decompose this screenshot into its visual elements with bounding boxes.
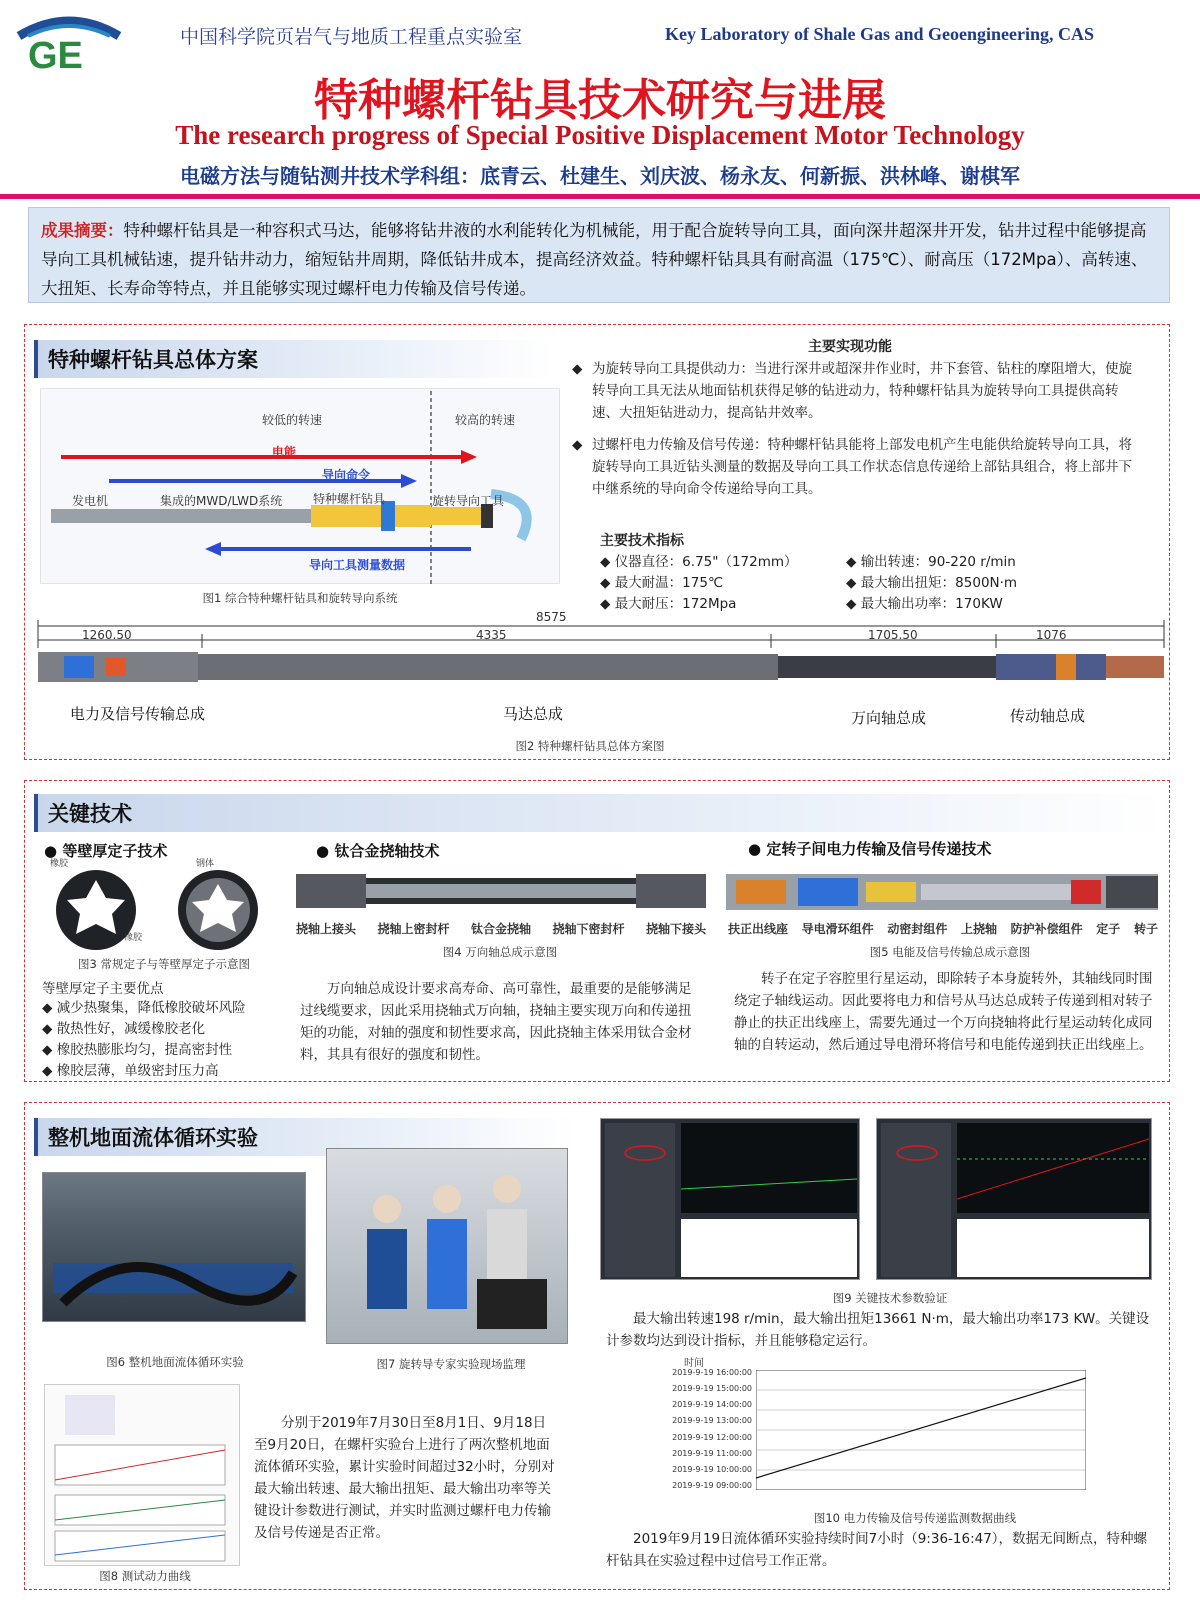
function-text: 为旋转导向工具提供动力：当进行深井或超深井作业时，井下套管、钻柱的摩阻增大，使旋转导向工具无法从地面钻机获得足够的钻进动力，特种螺杆钻具为旋转导向工具提供高转速、大扭矩钻进动力，提高钻井效率。 (592, 361, 1132, 421)
advantages-title: 等壁厚定子主要优点 (42, 981, 164, 997)
part-label: 扶正出线座 (728, 922, 789, 936)
label-rss: 旋转导向工具 (432, 494, 505, 508)
fig6-photo (42, 1172, 306, 1322)
part-label: 钛合金挠轴 (470, 922, 531, 936)
ytick-label: 2019-9-19 13:00:00 (672, 1416, 752, 1426)
advantage-item: ◆ 橡胶热膨胀均匀，提高密封性 (42, 1042, 233, 1058)
circulation-left-text: 分别于2019年7月30日至8月1日、9月18日至9月20日，在螺杆实验台上进行了两次整机地面流体循环实验，累计实验时间超过32小时，分别对最大输出转速、最大输出扭矩、最大输出功率等关键设计参数进行测试，并实时监测过螺杆电力传输及信号传递是否正常。 (254, 1415, 555, 1541)
spec-item: ◆ 最大耐温：175℃ (600, 575, 724, 591)
fig7-caption: 图7 旋转导专家实验现场监理 (376, 1357, 526, 1371)
org-name-cn: 中国科学院页岩气与地质工程重点实验室 (180, 26, 523, 48)
part-label: 导电滑环组件 (801, 922, 874, 936)
assembly-drive-shaft: 传动轴总成 (1010, 707, 1086, 725)
stator-heading: ● 等壁厚定子技术 (44, 842, 168, 860)
advantage-item: ◆ 橡胶层薄，单级密封压力高 (42, 1063, 219, 1079)
assembly-power-signal: 电力及信号传输总成 (70, 705, 206, 723)
fig10-caption: 图10 电力传输及信号传递监测数据曲线 (813, 1511, 1017, 1525)
function-item (572, 434, 1132, 500)
fig4-caption: 图4 万向轴总成示意图 (442, 945, 558, 959)
spec-item: ◆ 最大输出扭矩：8500N·m (846, 575, 1018, 591)
fig5-assembly-drawing (726, 866, 1158, 918)
diamond-bullet-icon: ◆ (572, 437, 583, 453)
part-label: 挠轴下密封杆 (552, 922, 625, 936)
label-motor: 特种螺杆钻具 (313, 492, 386, 506)
spec-text: 最大耐温：175℃ (614, 575, 724, 591)
dim-total: 8575 (536, 610, 567, 624)
section-title-overall: 特种螺杆钻具总体方案 (34, 340, 554, 378)
ytick-label: 2019-9-19 12:00:00 (672, 1432, 752, 1442)
fig5-caption: 图5 电能及信号传输总成示意图 (869, 945, 1031, 959)
page-title-en: The research progress of Special Positive Displacement Motor Technology (175, 120, 1025, 150)
page-title-cn: 特种螺杆钻具技术研究与进展 (314, 75, 886, 126)
ytick-label: 2019-9-19 10:00:00 (672, 1464, 752, 1474)
abstract-box (28, 207, 1170, 303)
fig7-photo (326, 1148, 568, 1344)
abstract-text: 特种螺杆钻具是一种容积式马达，能够将钻井液的水利能转化为机械能，用于配合旋转导向工具，面向深井超深井开发，钻井过程中能够提高导向工具机械钻速，提升钻井动力，缩短钻井周期，降低钻井成本，提高经济效益。特种螺杆钻具具有耐高温（175℃）、耐高压（172Mpa）、高转速、大扭矩、长寿命等特点，并且能够实现过螺杆电力传输及信号传递。 (41, 221, 1148, 298)
part-label: 转子 (1133, 922, 1158, 936)
flex-shaft-heading-text: 钛合金挠轴技术 (334, 842, 440, 860)
part-label: 上挠轴 (960, 922, 997, 936)
ytick-label: 2019-9-19 16:00:00 (672, 1368, 752, 1377)
ytick-label: 2019-9-19 11:00:00 (672, 1448, 752, 1458)
function-text: 过螺杆电力传输及信号传递：特种螺杆钻具能将上部发电机产生电能供给旋转导向工具，将旋转导向工具近钻头测量的数据及导向工具工作状态信息传递给上部钻具组合，将上部井下中继系统的导向命令传递给导向工具。 (592, 437, 1132, 497)
advantage-text: 减少热聚集，降低橡胶破坏风险 (56, 1000, 246, 1016)
fig3-stator-drawing (48, 862, 276, 952)
label-steel: 钢体 (196, 859, 215, 869)
label-command: 导向命令 (322, 468, 371, 482)
fig8-chart-image (44, 1384, 240, 1566)
part-label: 挠轴下接头 (645, 922, 706, 936)
spec-text: 最大耐压：172Mpa (614, 596, 737, 612)
power-transfer-text: 转子在定子容腔里行星运动，即除转子本身旋转外，其轴线同时围绕定子轴线运动。因此要将电力和信号从马达总成转子传递到相对转子静止的扶正出线座上，需要先通过一个万向挠轴将此行星运动转化成同轴的自转运动，然后通过导电滑环将信号和电能传递到扶正出线座上。 (734, 971, 1153, 1053)
label-measure: 导向工具测量数据 (309, 558, 406, 572)
specs-right (846, 552, 1076, 615)
spec-item: ◆ 仪器直径：6.75"（172mm） (600, 554, 798, 570)
specs-title: 主要技术指标 (600, 533, 684, 549)
fig10-yticks (660, 1368, 752, 1490)
fig4-part-labels (296, 920, 706, 937)
fig9-text: 最大输出转速198 r/min，最大输出扭矩13661 N·m，最大输出功率173 KW。关键设计参数均达到设计指标，并且能够稳定运行。 (606, 1311, 1150, 1349)
fig5-part-labels (728, 920, 1158, 937)
abstract-lead: 成果摘要： (41, 221, 124, 240)
fig9-screen-a (600, 1118, 860, 1280)
flex-shaft-heading: ● 钛合金挠轴技术 (316, 842, 440, 860)
header-divider (0, 194, 1200, 199)
spec-text: 输出转速：90-220 r/min (860, 554, 1016, 570)
spec-item: ◆ 最大输出功率：170KW (846, 596, 1003, 612)
lab-logo (14, 10, 124, 72)
circulation-right-text: 2019年9月19日流体循环实验持续时间7小时（9:36-16:47），数据无间断点，特种螺杆钻具在实验过程中过信号工作正常。 (606, 1531, 1148, 1569)
part-label: 动密封组件 (887, 922, 948, 936)
part-label: 防护补偿组件 (1010, 922, 1083, 936)
fig8-caption: 图8 测试动力曲线 (99, 1569, 191, 1583)
section-title-circulation: 整机地面流体循环实验 (34, 1118, 574, 1156)
spec-item: ◆ 最大耐压：172Mpa (600, 596, 737, 612)
power-transfer-heading-text: 定转子间电力传输及信号传递技术 (766, 840, 992, 858)
fig2-tool-drawing (36, 618, 1166, 698)
section-title-key-tech: 关键技术 (34, 794, 1164, 832)
power-transfer-heading: ● 定转子间电力传输及信号传递技术 (748, 840, 992, 858)
ytick-label: 2019-9-19 15:00:00 (672, 1384, 752, 1394)
label-high-speed: 较高的转速 (455, 413, 516, 427)
functions-list (572, 358, 1132, 500)
spec-text: 最大输出功率：170KW (860, 596, 1003, 612)
advantage-text: 散热性好，减缓橡胶老化 (56, 1021, 206, 1037)
dim-2: 4335 (476, 628, 507, 642)
advantage-text: 橡胶层薄，单级密封压力高 (56, 1063, 219, 1079)
authors-line: 电磁方法与随钻测井技术学科组：底青云、杜建生、刘庆波、杨永友、何新振、洪林峰、谢棋军 (180, 164, 1020, 188)
stator-heading-text: 等壁厚定子技术 (62, 842, 168, 860)
label-power: 电能 (272, 445, 297, 459)
fig10-plot (756, 1370, 1086, 1490)
ytick-label: 2019-9-19 09:00:00 (672, 1480, 752, 1490)
advantage-item: ◆ 散热性好，减缓橡胶老化 (42, 1021, 206, 1037)
fig9-caption: 图9 关键技术参数验证 (832, 1291, 948, 1305)
advantage-item: ◆ 减少热聚集，降低橡胶破坏风险 (42, 1000, 246, 1016)
label-generator: 发电机 (72, 494, 109, 508)
fig4-shaft-drawing (296, 868, 706, 916)
fig1-caption: 图1 综合特种螺杆钻具和旋转导向系统 (202, 591, 398, 605)
advantage-text: 橡胶热膨胀均匀，提高密封性 (56, 1042, 233, 1058)
label-rubber-b: 橡胶 (124, 933, 143, 943)
flex-shaft-text: 万向轴总成设计要求高寿命、高可靠性，最重要的是能够满足过线缆要求，因此采用挠轴式万向轴，挠轴主要实现万向和传递扭矩的功能，对轴的强度和韧性要求高，因此挠轴主体采用钛合金材料，其具有很好的强度和韧性。 (300, 981, 692, 1063)
fig3-caption: 图3 常规定子与等壁厚定子示意图 (78, 957, 250, 971)
specs-left (600, 552, 830, 615)
dim-4: 1076 (1036, 628, 1067, 642)
spec-text: 最大输出扭矩：8500N·m (860, 575, 1018, 591)
fig9-screen-b (876, 1118, 1152, 1280)
ytick-label: 2019-9-19 14:00:00 (672, 1400, 752, 1410)
spec-text: 仪器直径：6.75"（172mm） (614, 554, 798, 570)
part-label: 挠轴上密封杆 (377, 922, 450, 936)
org-name-en: Key Laboratory of Shale Gas and Geoengineering, CAS (665, 24, 1095, 44)
function-item (572, 358, 1132, 424)
label-rubber-a: 橡胶 (50, 859, 69, 869)
fig6-caption: 图6 整机地面流体循环实验 (106, 1355, 244, 1369)
label-mwd: 集成的MWD/LWD系统 (160, 494, 283, 508)
logo-text: GE (28, 35, 83, 72)
part-label: 定子 (1096, 922, 1121, 936)
assembly-motor: 马达总成 (503, 705, 564, 723)
diamond-bullet-icon: ◆ (572, 361, 583, 377)
part-label: 挠轴上接头 (296, 922, 357, 936)
dim-3: 1705.50 (868, 628, 918, 642)
dim-1: 1260.50 (82, 628, 132, 642)
assembly-universal-shaft: 万向轴总成 (851, 709, 927, 727)
spec-item: ◆ 输出转速：90-220 r/min (846, 554, 1016, 570)
advantages-list (42, 998, 282, 1082)
label-low-speed: 较低的转速 (262, 413, 323, 427)
fig2-caption: 图2 特种螺杆钻具总体方案图 (515, 739, 665, 753)
fig10-ylabel: 时间 (684, 1358, 704, 1369)
functions-title: 主要实现功能 (808, 339, 892, 355)
